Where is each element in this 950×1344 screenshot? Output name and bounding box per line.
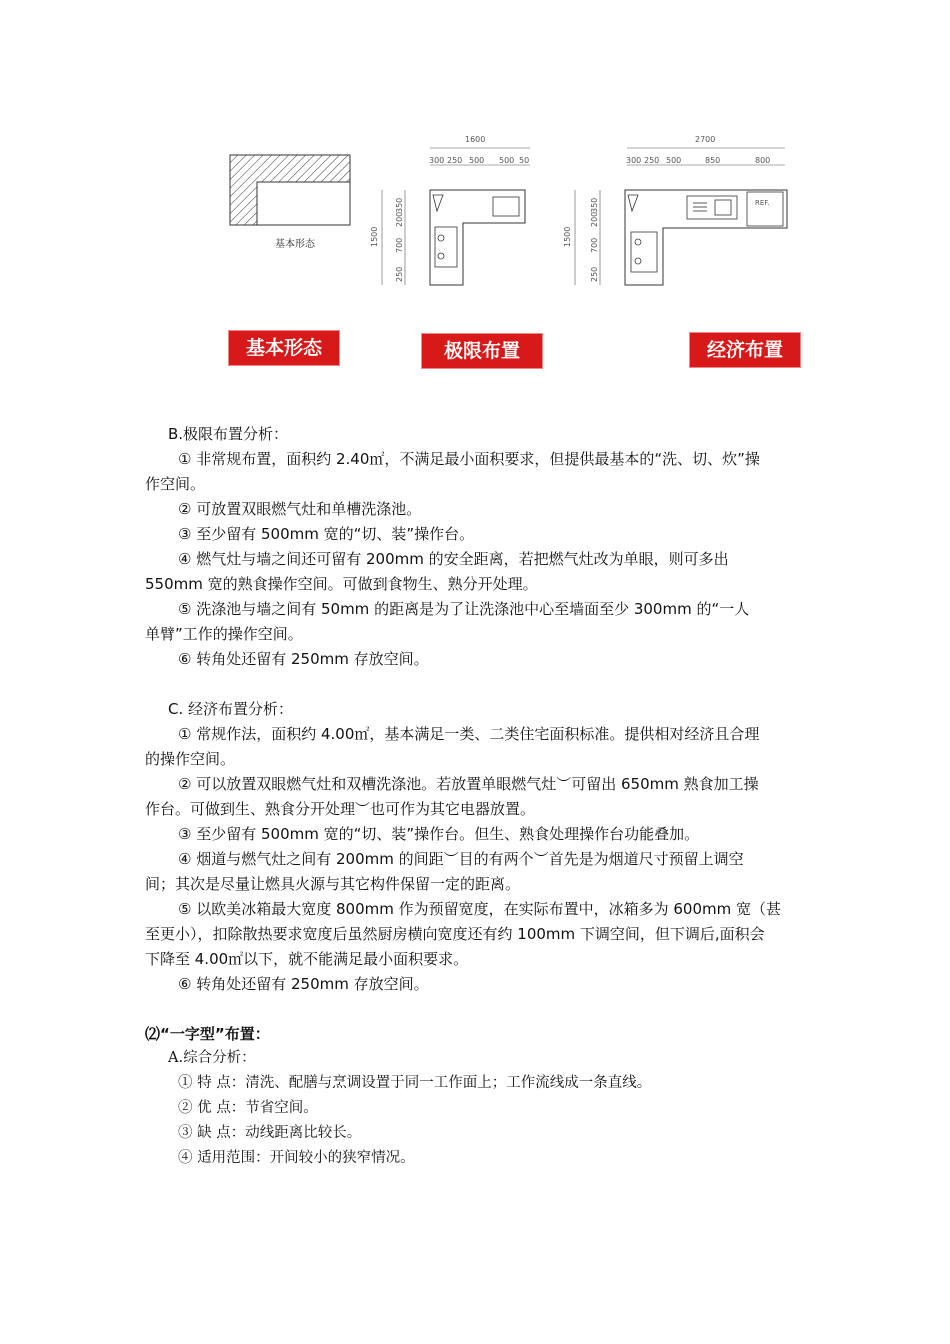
eco-v-seg-4: 250: [590, 266, 599, 282]
section-b-line: ⑥ 转角处还留有 250mm 存放空间。: [178, 650, 429, 668]
section-b-line: ② 可放置双眼燃气灶和单槽洗涤池。: [178, 500, 422, 518]
ext-v-seg-1: 350: [395, 197, 404, 213]
section-c-line: 的操作空间。: [145, 750, 236, 768]
basic-form-plan: [230, 155, 350, 250]
section-c-line: ② 可以放置双眼燃气灶和双槽洗涤池。若放置单眼燃气灶︶可留出 650mm 熟食加工操: [178, 775, 759, 793]
section-c-line: ⑤ 以欧美冰箱最大宽度 800mm 作为预留宽度，在实际布置中，冰箱多为 600mm 宽（甚: [178, 900, 781, 918]
basic-form-caption: 基本形态: [275, 239, 315, 250]
section-c-heading: C. 经济布置分析：: [168, 700, 294, 718]
eco-seg-4: 850: [705, 156, 721, 165]
ext-total-dim: 1600: [465, 135, 486, 144]
ext-seg-5: 50: [519, 156, 530, 165]
section-2-subheading: A.综合分析：: [168, 1050, 256, 1066]
banner-extreme-layout: 极限布置: [421, 333, 543, 369]
ext-v-seg-4: 250: [395, 266, 404, 282]
eco-seg-2: 250: [644, 156, 660, 165]
ext-seg-4: 500: [499, 156, 515, 165]
section-2-line: ③ 缺 点：动线距离比较长。: [178, 1125, 362, 1141]
section-c-line: 作台。可做到生、熟食分开处理︶也可作为其它电器放置。: [145, 800, 536, 818]
extreme-layout-plan: [370, 135, 530, 285]
eco-total-dim: 2700: [695, 135, 716, 144]
section-b-heading: B.极限布置分析：: [168, 425, 289, 443]
eco-seg-1: 300: [626, 156, 642, 165]
ref-label: REF.: [755, 199, 770, 207]
ext-seg-2: 250: [447, 156, 463, 165]
section-c-line: ① 常规作法，面积约 4.00㎡，基本满足一类、二类住宅面积标准。提供相对经济且合理: [178, 725, 760, 743]
section-2-line: ② 优 点：节省空间。: [178, 1100, 318, 1116]
section-b-line: ③ 至少留有 500mm 宽的“切、装”操作台。: [178, 525, 475, 543]
section-b-line: ① 非常规布置，面积约 2.40㎡，不满足最小面积要求，但提供最基本的“洗、切、炊”操: [178, 450, 760, 468]
ext-v-seg-3: 700: [395, 237, 404, 253]
banner-economic-layout: 经济布置: [689, 332, 801, 368]
section-c-line: ④ 烟道与燃气灶之间有 200mm 的间距︶目的有两个︶首先是为烟道尺寸预留上调空: [178, 850, 744, 868]
section-b-line: 550mm 宽的熟食操作空间。可做到食物生、熟分开处理。: [145, 575, 538, 593]
economic-layout-plan: [563, 135, 787, 285]
eco-v-seg-3: 700: [590, 237, 599, 253]
banner-basic-form: 基本形态: [228, 330, 340, 366]
ext-seg-1: 300: [429, 156, 445, 165]
section-c-line: ⑥ 转角处还留有 250mm 存放空间。: [178, 975, 429, 993]
ext-v-seg-2: 200: [395, 211, 404, 227]
ext-seg-3: 500: [469, 156, 485, 165]
eco-v-total: 1500: [563, 226, 572, 247]
section-c-line: ③ 至少留有 500mm 宽的“切、装”操作台。但生、熟食处理操作台功能叠加。: [178, 825, 700, 843]
section-b-line: ④ 燃气灶与墙之间还可留有 200mm 的安全距离，若把燃气灶改为单眼，则可多出: [178, 550, 729, 568]
section-2-line: ④ 适用范围：开间较小的狭窄情况。: [178, 1150, 415, 1166]
section-c-line: 间；其次是尽量让燃具火源与其它构件保留一定的距离。: [145, 875, 521, 893]
ext-v-total: 1500: [370, 226, 379, 247]
eco-seg-5: 800: [755, 156, 771, 165]
eco-v-seg-1: 350: [590, 197, 599, 213]
section-c-line: 下降至 4.00㎡以下，就不能满足最小面积要求。: [145, 950, 469, 968]
section-2-line: ① 特 点：清洗、配膳与烹调设置于同一工作面上；工作流线成一条直线。: [178, 1075, 652, 1091]
section-b-line: 单臂”工作的操作空间。: [145, 625, 303, 643]
section-b-line: 作空间。: [145, 475, 206, 493]
eco-seg-3: 500: [666, 156, 682, 165]
eco-v-seg-2: 200: [590, 211, 599, 227]
section-b-line: ⑤ 洗涤池与墙之间有 50mm 的距离是为了让洗涤池中心至墙面至少 300mm 的“一人: [178, 600, 750, 618]
section-2-heading: ⑵“一字型”布置：: [145, 1025, 270, 1043]
section-c-line: 至更小），扣除散热要求宽度后虽然厨房横向宽度还有约 100mm 下调空间，但下调后,面积会: [145, 925, 765, 943]
